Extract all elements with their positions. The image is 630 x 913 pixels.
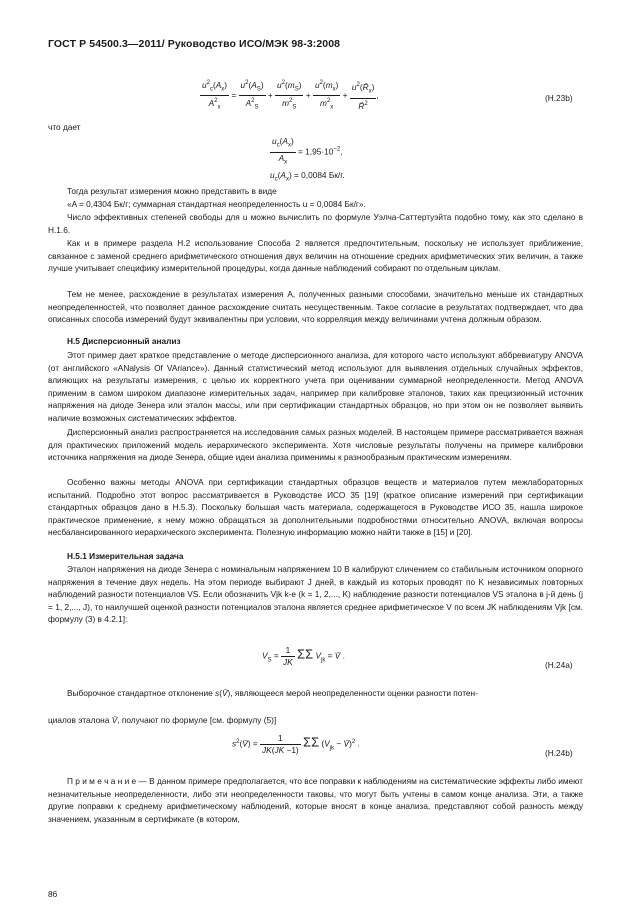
- text-what-gives: что дает: [48, 122, 81, 132]
- sample-std-label: Выборочное стандартное отклонение: [67, 688, 213, 698]
- sample-std-tail: , являющееся мерой неопределенности оценки разности потен-: [230, 688, 478, 698]
- ratio-exponent: −2: [333, 146, 341, 153]
- paragraph-anova-certification: Особенно важны методы ANOVA при сертификации стандартных образцов веществ и материалов путем межлабораторных испытаний. Подробно этот вопрос рассматривается в Руководстве ИСО 35 [19] (краткое описание измерений при сертификации стандартных образцов дано в H.5.3). Поскольку большая часть материала, содержащегося в Руководстве ИСО 35, нашла широкое практическое применение, к нему можно обращаться за дополнительными подробностями относительно ANOVA, включая вопросы несбалансированного иерархического эксперимента. Полезную информацию можно найти также в [15] и [20].: [48, 477, 583, 538]
- paragraph-degrees-freedom: Число эффективных степеней свободы для u можно вычислить по формуле Уэлча-Саттертуэйта подобно тому, как это сделано в H.1.6.: [48, 212, 583, 235]
- paragraph-potentials: циалов эталона V̄, получают по формуле [см. формулу (5)]: [48, 715, 277, 725]
- equation-number-h23b: (H.23b): [545, 93, 573, 103]
- paragraph-anova-intro: Этот пример дает краткое представление о методе дисперсионного анализа, для которого часто используют аббревиатуру ANOVA (от английского «ANalysis Of VAriance»). Данный статистический метод используют для выявления отдельных случайных эффектов, влияющих на результаты измерения, с целью их корректного учета при оценивании суммарной неопределенности. Метод ANOVA применим в самом широком диапазоне измерительных задач, например при калибровке эталонов, таких как прецизионный источник напряжения на диоде Зенера или эталон массы, или при сертификации стандартных образцов, но при этом он не позволяет выявить наличие возможных систематических эффектов.: [48, 350, 583, 423]
- equation-uc: $u_c(A_x) = 0,0084$ Бк/г.: [270, 170, 345, 183]
- section-heading-h51: H.5.1 Измерительная задача: [67, 551, 184, 561]
- page-number: 86: [48, 889, 58, 899]
- equation-ratio: $\frac{u_c(A_x)}{A_x}$ = $1,95\cdot 10^{-2}$,: [272, 136, 343, 166]
- paragraph-measurement-task: Эталон напряжения на диоде Зенера с номинальным напряжением 10 В калибруют сличением со стабильным источником опорного напряжения в течение двух недель. На этом периоде выбирают J дней, в каждый из которых проводят по K независимых повторных наблюдений разности потенциалов VS. Если обозначить Vjk k-е (k = 1, 2,..., K) наблюдение разности потенциалов VS эталона в j-й день (j = 1, 2,..., J), то наилучшей оценкой разности потенциалов эталона является среднее арифметическое V по всем JK наблюдениям Vjk [см. формулу (3) в 4.2.1]:: [48, 564, 583, 625]
- potentials-label: циалов эталона: [48, 715, 110, 725]
- equation-h23b: $\frac{u^2_c(A_x)}{A^2_x}$ = $\frac{u^2(A_S)}{A^2_S}$ + $\frac{u^2(m_S)}{m^2_S}$ + $\frac{u^2(m_x)}{m^2_x}$ + $\frac{u^2(R̄_x)}{R̄^2}$ ,: [202, 79, 379, 111]
- equation-number-h24a: (H.24a): [545, 660, 573, 670]
- paragraph-result-form: Тогда результат измерения можно представить в виде: [67, 186, 277, 196]
- potentials-tail: , получают по формуле [см. формулу (5)]: [117, 715, 277, 725]
- equation-number-h24b: (H.24b): [545, 748, 573, 758]
- note-paragraph: П р и м е ч а н и е — В данном примере предполагается, что все поправки к наблюдениям на систематические эффекты либо имеют незначительные неопределенности, либо эти неопределенности таковы, что могут быть учтены в самом конце анализа. Эти, а также другие поправки к среднему арифметическому наблюдений, которые вносят в конце анализа, представляют собой разность между значением, указанным в сертификате (в котором,: [48, 776, 583, 824]
- ratio-value: = 1,95·10: [298, 146, 334, 157]
- paragraph-method2: Как и в примере раздела H.2 использование Способа 2 является предпочтительным, поскольку не использует приближение, связанное с заменой среднего арифметического отношения двух величин на отношение средних арифметических этих величин, а также лучше учитывает специфику измерительной процедуры, когда данные наблюдений собирают по отдельным циклам.: [48, 238, 583, 274]
- paragraph-anova-models: Дисперсионный анализ распространяется на исследования самых разных моделей. В настоящем примере рассматривается важная для практических приложений модель иерархического эксперимента. Хотя числовые результаты получены на примере калибровки источника напряжения на диоде Зенера, общие идеи анализа применимы к разнообразным практическим измерениям.: [48, 427, 583, 463]
- equation-h24a: $V_S$ = $\frac{1}{JK}$ ΣΣ $V_{jk}$ = V̄ .: [262, 645, 345, 667]
- equation-h24b: $s^2(V̄)$ = $\frac{1}{JK(JK -1)}$ ΣΣ ($V_{jk}$ − V̄)$^2$ .: [232, 733, 360, 755]
- page-header: ГОСТ Р 54500.3—2011/ Руководство ИСО/МЭК 98-3:2008: [48, 38, 341, 50]
- uc-value: = 0,0084 Бк/г.: [294, 170, 345, 180]
- paragraph-result: «A = 0,4304 Бк/г; суммарная стандартная неопределенность u = 0,0084 Бк/г».: [67, 199, 366, 209]
- section-heading-h5: H.5 Дисперсионный анализ: [67, 336, 181, 346]
- paragraph-sample-std: Выборочное стандартное отклонение s(V̄), являющееся мерой неопределенности оценки разности потен-: [67, 688, 478, 698]
- paragraph-discrepancy: Тем не менее, расхождение в результатах измерения A, полученных разными способами, значительно меньше их стандартных неопределенностей, что позволяет данное расхождение считать несущественным. Такое согласие в результатах подтверждает, что два описанных способа измерений будут эквивалентны при условии, что корреляция между величинами учтена должным образом.: [48, 289, 583, 325]
